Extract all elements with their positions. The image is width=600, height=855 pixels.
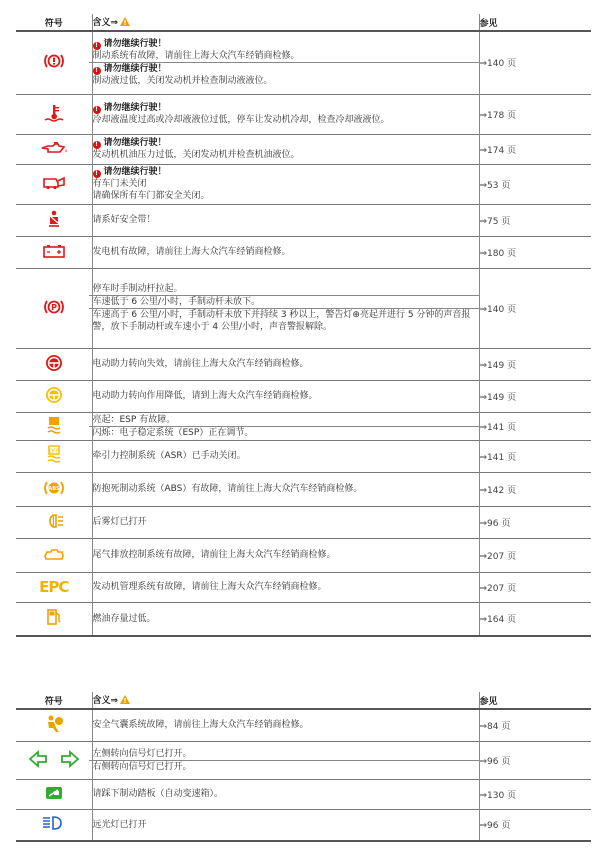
meaning-text: 请踩下制动踏板（自动变速箱）。 [92,789,224,799]
exhaust-control-icon [41,546,67,562]
meaning-text: 牵引力控制系统（ASR）已手动关闭。 [92,451,246,461]
meaning-text: 安全气囊系统故障，请前往上海大众汽车经销商检修。 [92,720,309,731]
table-row [16,472,591,506]
brake-system-icon [41,53,67,69]
table-row [16,602,591,636]
esp-icon [45,415,63,435]
battery-icon [41,243,67,259]
meaning-text: 燃油存量过低。 [92,613,156,624]
warning-line [89,62,479,75]
meaning-text: 停车时手制动杆拉起。 [92,284,183,294]
symbol-cell [16,236,92,268]
meaning-cell [92,412,479,440]
meaning-line [93,114,479,126]
table-row [16,204,591,236]
power-steering-fault-icon [44,353,64,373]
symbol-cell [16,538,92,572]
svg-text:P: P [50,302,57,312]
page-ref[interactable]: ⇒96 页 [479,809,591,841]
meaning-line [93,190,479,202]
fuel-level-icon [44,607,64,627]
meaning-cell [92,709,479,741]
stop-icon: ! [93,42,101,50]
meaning-line [93,246,479,258]
meaning-text: 请勿继续行驶！ [103,167,167,177]
table-row [16,348,591,380]
abs-icon [41,479,67,497]
symbol-cell [16,412,92,440]
page-ref[interactable]: ⇒207 页 [479,538,591,572]
symbol-cell [16,602,92,636]
table-row [16,31,591,94]
turn-signal-icon [28,750,80,768]
meaning-text: 车速低于 6 公里/小时，手制动杆未放下。 [92,297,260,307]
oil-pressure-icon [39,140,69,156]
meaning-line [93,748,479,760]
svg-text:OFF: OFF [48,448,59,454]
header-symbol: 符号 [44,696,63,707]
warning-line [93,102,479,114]
meaning-text: 电动助力转向失效，请前往上海大众汽车经销商检修。 [92,359,309,369]
page-ref[interactable]: ⇒141 页 [479,440,591,472]
meaning-cell [92,472,479,506]
svg-text:ABS: ABS [48,485,60,492]
page-ref[interactable]: ⇒53 页 [479,164,591,204]
page-ref[interactable]: ⇒142 页 [479,472,591,506]
meaning-line [93,50,479,62]
symbol-cell [16,709,92,741]
table-row [16,538,591,572]
page-ref[interactable]: ⇒130 页 [479,779,591,809]
table-row [16,268,591,348]
table-row [16,506,591,538]
meaning-text: 有车门未关闭 [92,179,147,189]
meaning-text: 左侧转向信号灯已打开。 [92,748,192,759]
meaning-text: 闪烁：电子稳定系统（ESP）正在调节。 [92,427,254,438]
meaning-cell [92,348,479,380]
meaning-cell [92,236,479,268]
stop-icon: ! [93,106,101,114]
meaning-cell [92,268,479,348]
table-row [16,134,591,164]
page-ref[interactable]: ⇒180 页 [479,236,591,268]
meaning-cell [92,506,479,538]
header-meaning [92,14,479,31]
header-meaning-text: 含义⇒ [92,18,119,28]
power-steering-warning-icon [44,385,64,405]
symbol-cell [16,348,92,380]
meaning-cell [92,572,479,602]
meaning-cell [92,31,479,94]
meaning-text: 电动助力转向作用降低，请到上海大众汽车经销商检修。 [92,391,318,401]
meaning-line [93,390,479,402]
meaning-cell [92,809,479,841]
header-meaning-text: 含义⇒ [92,696,119,706]
meaning-line [93,613,479,625]
page-ref[interactable]: ⇒141 页 [479,412,591,440]
table-row [16,380,591,412]
meaning-line [93,516,479,528]
stop-icon: ! [93,170,101,178]
meaning-text: 冷却液温度过高或冷却液液位过低，停车让发动机冷却，检查冷却液液位。 [92,115,390,125]
meaning-line [93,414,479,426]
table-row [16,779,591,809]
symbol-cell [16,94,92,134]
warning-lights-table [16,14,591,637]
symbol-cell [16,506,92,538]
meaning-cell [92,440,479,472]
table-row [16,709,591,741]
page-ref[interactable]: ⇒149 页 [479,380,591,412]
page-ref[interactable]: ⇒164 页 [479,602,591,636]
meaning-line [93,75,479,87]
meaning-line [93,283,479,295]
meaning-line [89,308,479,333]
high-beam-icon [41,814,67,832]
meaning-text: 尾气排放控制系统有故障，请前往上海大众汽车经销商检修。 [92,550,336,560]
page-ref[interactable]: ⇒207 页 [479,572,591,602]
table-row [16,572,591,602]
header-ref: 参见 [479,692,591,709]
meaning-line [93,178,479,190]
meaning-text: 制动液过低，关闭发动机并检查制动液液位。 [92,76,273,87]
meaning-line [93,549,479,561]
airbag-icon [43,714,65,734]
symbol-cell [16,779,92,809]
warning-triangle-icon [120,695,130,707]
meaning-line [89,295,479,308]
header-symbol: 符号 [44,18,63,29]
coolant-temperature-icon [43,104,65,122]
meaning-line [93,450,479,462]
meaning-text: 发动机机油压力过低，关闭发动机并检查机油液位。 [92,150,300,160]
meaning-cell [92,538,479,572]
table-row [16,741,591,779]
meaning-line [89,760,479,773]
meaning-cell [92,741,479,779]
meaning-text: 制动系统有故障，请前往上海大众汽车经销商检修。 [92,51,300,62]
page-ref[interactable]: ⇒149 页 [479,348,591,380]
symbol-cell [16,572,92,602]
meaning-cell [92,204,479,236]
meaning-text: 请勿继续行驶！ [103,64,167,75]
meaning-text: 发电机有故障，请前往上海大众汽车经销商检修。 [92,247,291,257]
brake-pedal-icon [43,784,65,802]
rear-fog-light-icon [43,512,65,530]
meaning-line [93,788,479,800]
header-meaning [92,692,479,709]
seatbelt-icon [46,210,62,228]
meaning-text: 请勿继续行驶！ [103,138,167,148]
meaning-text: 后雾灯已打开 [92,517,147,527]
meaning-text: 防抱死制动系统（ABS）有故障，请前往上海大众汽车经销商检修。 [92,484,363,494]
table-header [16,14,591,31]
meaning-cell [92,134,479,164]
warning-line [93,38,479,50]
symbol-cell [16,380,92,412]
page-ref[interactable]: ⇒96 页 [479,506,591,538]
page-ref[interactable]: ⇒75 页 [479,204,591,236]
page-ref[interactable]: ⇒174 页 [479,134,591,164]
table-header [16,692,591,709]
meaning-line [93,358,479,370]
table-row [16,412,591,440]
warning-line [93,137,479,149]
meaning-line [93,581,479,593]
table-row [16,440,591,472]
meaning-cell [92,380,479,412]
epc-icon: EPC [39,578,69,596]
meaning-line [93,214,479,226]
page-ref[interactable]: ⇒178 页 [479,94,591,134]
meaning-text: 请确保所有车门都安全关闭。 [92,191,210,201]
meaning-line [93,483,479,495]
door-open-icon [40,175,68,191]
meaning-text: 请勿继续行驶！ [103,103,167,113]
symbol-cell [16,809,92,841]
warning-triangle-icon [120,17,130,29]
symbol-cell [16,134,92,164]
header-ref: 参见 [479,14,591,31]
page-ref[interactable]: ⇒140 页 [479,31,591,94]
warning-line [93,166,479,178]
symbol-cell [16,472,92,506]
table-row [16,809,591,841]
meaning-cell [92,164,479,204]
symbol-cell [16,31,92,94]
table-row [16,236,591,268]
stop-icon: ! [93,141,101,149]
parking-brake-icon [41,298,67,316]
meaning-text: 发动机管理系统有故障，请前往上海大众汽车经销商检修。 [92,582,327,592]
symbol-cell [16,164,92,204]
meaning-text: 车速高于 6 公里/小时，手制动杆未放下并持续 3 秒以上，警告灯⊕亮起并进行 5 分钟的声音报警，放下手制动杆或车速小于 4 公里/小时，声音警报解除。 [92,310,471,332]
indicator-lights-table [16,692,591,842]
symbol-cell [16,440,92,472]
table-row [16,94,591,134]
page-ref[interactable]: ⇒96 页 [479,741,591,779]
meaning-text: 请勿继续行驶！ [103,39,167,50]
meaning-line [93,819,479,831]
meaning-text: 亮起：ESP 有故障。 [92,414,176,425]
symbol-cell [16,204,92,236]
meaning-line [93,149,479,161]
meaning-line [93,719,479,731]
meaning-text: 请系好安全带！ [92,215,156,225]
meaning-text: 右侧转向信号灯已打开。 [92,761,192,772]
stop-icon: ! [93,67,101,75]
meaning-cell [92,602,479,636]
meaning-text: 远光灯已打开 [92,819,147,830]
page-ref[interactable]: ⇒140 页 [479,268,591,348]
meaning-line [89,426,479,439]
table-row [16,164,591,204]
meaning-cell [92,779,479,809]
symbol-cell [16,741,92,779]
symbol-cell [16,268,92,348]
meaning-cell [92,94,479,134]
asr-off-icon [45,444,63,466]
page-ref[interactable]: ⇒84 页 [479,709,591,741]
